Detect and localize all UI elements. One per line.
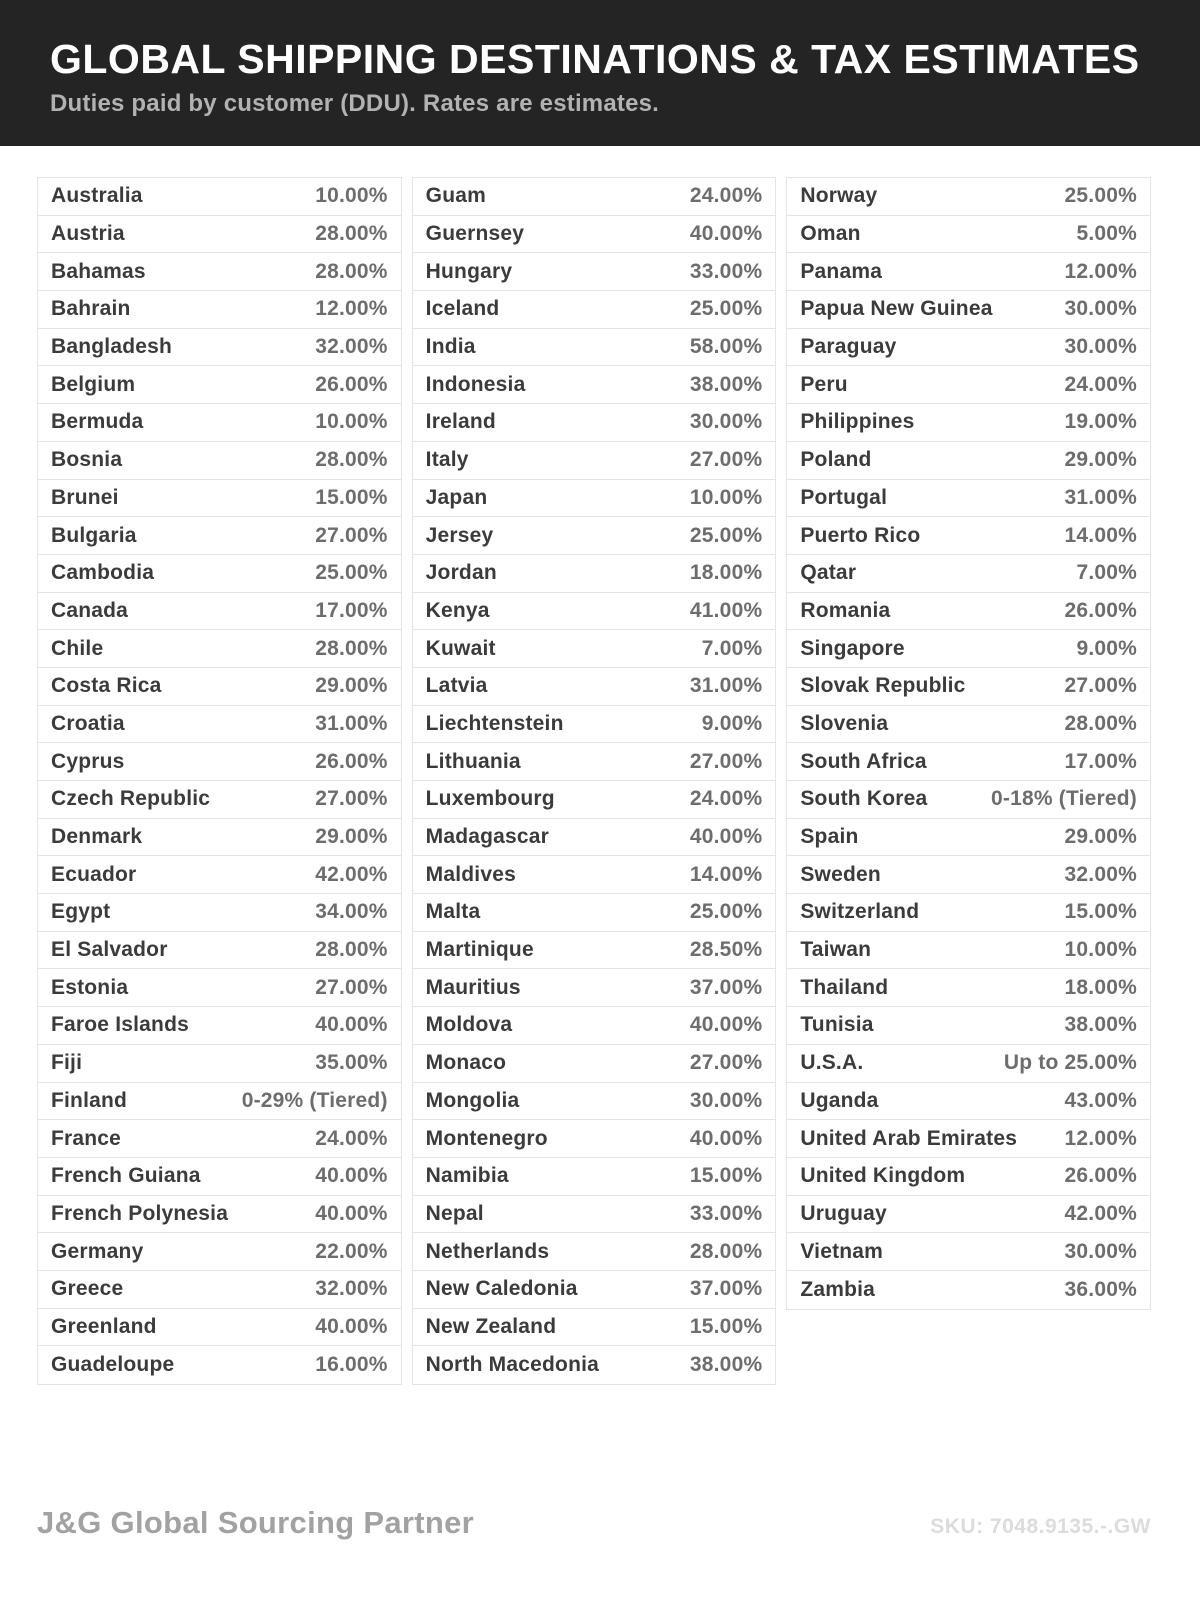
rate-value: 15.00% (315, 485, 388, 509)
rate-row (38, 404, 401, 442)
rate-value: Up to 25.00% (1003, 1051, 1137, 1075)
country-name: Mauritius (425, 975, 521, 999)
rate-row (413, 894, 776, 932)
rate-row (787, 1271, 1150, 1309)
rate-row (38, 442, 401, 480)
rate-row (787, 668, 1150, 706)
rate-row (413, 291, 776, 329)
rate-column (37, 177, 402, 1385)
rate-value: 17.00% (1064, 749, 1137, 773)
rate-value: 29.00% (1064, 825, 1137, 849)
rate-row (413, 253, 776, 291)
rate-row (38, 1271, 401, 1309)
country-name: Indonesia (425, 372, 526, 396)
rate-value: 27.00% (689, 749, 763, 773)
country-name: South Africa (800, 749, 927, 773)
rate-row (787, 291, 1150, 329)
country-name: Malta (425, 900, 481, 924)
rate-row (787, 480, 1150, 518)
rate-row (787, 404, 1150, 442)
rate-row (38, 668, 401, 706)
country-name: Madagascar (425, 825, 550, 849)
rate-value: 36.00% (1064, 1277, 1137, 1301)
rate-row (413, 706, 776, 744)
country-name: Fiji (51, 1051, 83, 1075)
rate-column (412, 177, 777, 1385)
rate-row (787, 781, 1150, 819)
country-name: Canada (51, 598, 129, 622)
rate-value: 25.00% (315, 561, 388, 585)
rate-row (38, 1007, 401, 1045)
rate-value: 38.00% (689, 1353, 763, 1377)
rate-row (413, 668, 776, 706)
rate-value: 33.00% (689, 1201, 763, 1225)
country-name: Maldives (425, 862, 516, 886)
rate-value: 26.00% (1064, 598, 1137, 622)
country-name: South Korea (800, 787, 928, 811)
rate-value: 10.00% (315, 410, 388, 434)
country-name: Uganda (800, 1088, 879, 1112)
country-name: Panama (800, 259, 883, 283)
rate-value: 40.00% (689, 222, 763, 246)
country-name: Luxembourg (425, 787, 555, 811)
country-name: Japan (425, 485, 488, 509)
country-name: Egypt (51, 900, 111, 924)
country-name: Puerto Rico (800, 523, 921, 547)
country-name: Singapore (800, 636, 905, 660)
rate-row (787, 593, 1150, 631)
country-name: Ecuador (51, 862, 137, 886)
country-name: Cyprus (51, 749, 125, 773)
rate-value: 26.00% (315, 372, 388, 396)
rate-row (38, 253, 401, 291)
rate-row (787, 442, 1150, 480)
country-name: Jersey (425, 523, 494, 547)
country-name: Finland (51, 1088, 128, 1112)
rate-row (413, 593, 776, 631)
country-name: Jordan (425, 561, 497, 585)
rate-row (787, 630, 1150, 668)
country-name: Greece (51, 1277, 124, 1301)
rate-value: 24.00% (1064, 372, 1137, 396)
country-name: Hungary (425, 259, 513, 283)
country-name: Iceland (425, 297, 500, 321)
country-name: Chile (51, 636, 104, 660)
page-footer (37, 1505, 1151, 1541)
rate-value: 7.00% (1076, 561, 1137, 585)
country-name: Greenland (51, 1314, 157, 1338)
country-name: Poland (800, 448, 872, 472)
rate-row (787, 1045, 1150, 1083)
rate-value: 16.00% (315, 1353, 388, 1377)
rate-value: 29.00% (315, 825, 388, 849)
rate-value: 38.00% (689, 372, 763, 396)
rate-row (413, 1158, 776, 1196)
rate-row (787, 329, 1150, 367)
country-name: Qatar (800, 561, 857, 585)
rate-row (787, 1196, 1150, 1234)
country-name: Bahrain (51, 297, 131, 321)
country-name: Kuwait (425, 636, 496, 660)
country-name: Australia (51, 184, 143, 208)
country-name: Mongolia (425, 1088, 520, 1112)
rate-value: 32.00% (315, 335, 388, 359)
rate-value: 18.00% (1064, 975, 1137, 999)
rate-row (413, 1271, 776, 1309)
country-name: Slovak Republic (800, 674, 966, 698)
rate-value: 14.00% (1064, 523, 1137, 547)
rate-value: 28.50% (689, 938, 763, 962)
rate-value: 38.00% (1064, 1013, 1137, 1037)
country-name: Croatia (51, 711, 125, 735)
country-name: Belgium (51, 372, 136, 396)
rate-value: 30.00% (1064, 297, 1137, 321)
rate-value: 58.00% (689, 335, 763, 359)
country-name: Lithuania (425, 749, 521, 773)
rate-row (38, 178, 401, 216)
country-name: Netherlands (425, 1239, 550, 1263)
country-name: Martinique (425, 938, 534, 962)
rate-row (38, 517, 401, 555)
rate-value: 25.00% (689, 900, 763, 924)
country-name: Czech Republic (51, 787, 211, 811)
rate-row (787, 366, 1150, 404)
rate-row (413, 630, 776, 668)
country-name: New Zealand (425, 1314, 557, 1338)
rate-row (787, 819, 1150, 857)
rate-row (413, 1120, 776, 1158)
rate-value: 0-18% (Tiered) (991, 787, 1137, 811)
rate-row (38, 1158, 401, 1196)
rate-row (413, 969, 776, 1007)
country-name: Montenegro (425, 1126, 548, 1150)
rate-row (787, 1158, 1150, 1196)
rate-row (787, 969, 1150, 1007)
rate-value: 17.00% (315, 598, 388, 622)
country-name: Zambia (800, 1277, 876, 1301)
rate-value: 7.00% (701, 636, 763, 660)
country-name: Cambodia (51, 561, 155, 585)
rate-row (38, 856, 401, 894)
country-name: Moldova (425, 1013, 513, 1037)
rate-row (38, 480, 401, 518)
country-name: India (425, 335, 476, 359)
sku-label: SKU: 7048.9135.-.GW (930, 1515, 1151, 1538)
rate-row (38, 329, 401, 367)
rate-row (38, 1083, 401, 1121)
rate-value: 28.00% (315, 448, 388, 472)
rate-row (38, 593, 401, 631)
rate-row (787, 253, 1150, 291)
rate-value: 28.00% (315, 636, 388, 660)
rate-value: 24.00% (689, 787, 763, 811)
country-name: Namibia (425, 1164, 509, 1188)
rate-row (38, 969, 401, 1007)
country-name: Oman (800, 222, 861, 246)
rate-value: 27.00% (315, 787, 388, 811)
page-subtitle: Duties paid by customer (DDU). Rates are estimates. (50, 90, 660, 118)
rate-value: 42.00% (315, 862, 388, 886)
rate-value: 40.00% (689, 825, 763, 849)
rate-value: 26.00% (1064, 1164, 1137, 1188)
rate-row (413, 1045, 776, 1083)
rate-value: 40.00% (315, 1013, 388, 1037)
rate-value: 32.00% (315, 1277, 388, 1301)
rate-value: 10.00% (689, 485, 763, 509)
rate-value: 26.00% (315, 749, 388, 773)
rate-row (38, 743, 401, 781)
page-header (0, 0, 1200, 146)
rate-row (413, 1346, 776, 1384)
rate-row (38, 1045, 401, 1083)
rate-value: 12.00% (1064, 259, 1137, 283)
country-name: Slovenia (800, 711, 889, 735)
rate-value: 0-29% (Tiered) (241, 1088, 388, 1112)
rate-value: 28.00% (1064, 711, 1137, 735)
rate-value: 31.00% (315, 711, 388, 735)
rate-value: 25.00% (689, 523, 763, 547)
rate-value: 12.00% (315, 297, 388, 321)
rate-value: 43.00% (1064, 1088, 1137, 1112)
rate-value: 33.00% (689, 259, 763, 283)
country-name: Bahamas (51, 259, 146, 283)
country-name: Bermuda (51, 410, 144, 434)
country-name: U.S.A. (800, 1051, 864, 1075)
rate-value: 15.00% (689, 1314, 763, 1338)
country-name: Kenya (425, 598, 490, 622)
rate-value: 24.00% (315, 1126, 388, 1150)
country-name: Switzerland (800, 900, 920, 924)
rate-value: 15.00% (1064, 900, 1137, 924)
rate-value: 37.00% (689, 975, 763, 999)
rate-row (38, 706, 401, 744)
country-name: Guadeloupe (51, 1353, 175, 1377)
rate-row (38, 1120, 401, 1158)
rate-row (787, 555, 1150, 593)
rate-value: 40.00% (689, 1013, 763, 1037)
rate-value: 25.00% (1064, 184, 1137, 208)
rate-row (413, 480, 776, 518)
rate-value: 28.00% (689, 1239, 763, 1263)
country-name: Denmark (51, 825, 143, 849)
rate-row (38, 781, 401, 819)
country-name: Portugal (800, 485, 888, 509)
country-name: Papua New Guinea (800, 297, 993, 321)
country-name: Bosnia (51, 448, 123, 472)
country-name: Romania (800, 598, 891, 622)
country-name: French Polynesia (51, 1201, 229, 1225)
rate-row (413, 366, 776, 404)
rate-row (787, 216, 1150, 254)
rate-value: 29.00% (1064, 448, 1137, 472)
country-name: Tunisia (800, 1013, 874, 1037)
rate-value: 30.00% (689, 1088, 763, 1112)
country-name: France (51, 1126, 122, 1150)
country-name: Philippines (800, 410, 915, 434)
rate-value: 40.00% (315, 1314, 388, 1338)
rate-row (413, 1196, 776, 1234)
rate-value: 14.00% (689, 862, 763, 886)
page-title: GLOBAL SHIPPING DESTINATIONS & TAX ESTIMATES (50, 36, 1140, 82)
rate-value: 9.00% (1076, 636, 1137, 660)
rate-value: 10.00% (315, 184, 388, 208)
rate-row (38, 555, 401, 593)
rate-value: 28.00% (315, 222, 388, 246)
rate-value: 32.00% (1064, 862, 1137, 886)
country-name: Guam (425, 184, 486, 208)
country-name: Vietnam (800, 1239, 884, 1263)
country-name: Ireland (425, 410, 496, 434)
rate-value: 12.00% (1064, 1126, 1137, 1150)
country-name: Norway (800, 184, 878, 208)
rate-row (787, 1233, 1150, 1271)
rate-value: 28.00% (315, 259, 388, 283)
country-name: Germany (51, 1239, 144, 1263)
country-name: Italy (425, 448, 469, 472)
rate-value: 18.00% (689, 561, 763, 585)
rate-value: 19.00% (1064, 410, 1137, 434)
country-name: Sweden (800, 862, 881, 886)
country-name: Guernsey (425, 222, 525, 246)
rate-value: 24.00% (689, 184, 763, 208)
rate-value: 30.00% (1064, 335, 1137, 359)
rate-row (787, 1083, 1150, 1121)
brand-name: J&G Global Sourcing Partner (37, 1505, 475, 1540)
rate-value: 25.00% (689, 297, 763, 321)
country-name: Faroe Islands (51, 1013, 189, 1037)
rate-row (38, 291, 401, 329)
rate-row (787, 894, 1150, 932)
country-name: El Salvador (51, 938, 168, 962)
country-name: Bangladesh (51, 335, 173, 359)
rate-row (413, 404, 776, 442)
rate-row (38, 819, 401, 857)
rate-row (787, 743, 1150, 781)
rate-value: 28.00% (315, 938, 388, 962)
rate-value: 9.00% (701, 711, 763, 735)
rate-value: 15.00% (689, 1164, 763, 1188)
rate-row (38, 1233, 401, 1271)
rate-row (38, 932, 401, 970)
rate-row (413, 1007, 776, 1045)
country-name: Nepal (425, 1201, 484, 1225)
rate-value: 41.00% (689, 598, 763, 622)
rate-row (38, 366, 401, 404)
country-name: Latvia (425, 674, 488, 698)
rate-value: 27.00% (315, 523, 388, 547)
rate-column (786, 177, 1151, 1310)
rate-row (787, 517, 1150, 555)
rate-row (787, 1007, 1150, 1045)
rate-value: 34.00% (315, 900, 388, 924)
country-name: Uruguay (800, 1201, 887, 1225)
rate-row (413, 329, 776, 367)
rate-row (38, 894, 401, 932)
rate-row (413, 1233, 776, 1271)
rate-row (787, 706, 1150, 744)
rate-value: 10.00% (1064, 938, 1137, 962)
rate-row (413, 1083, 776, 1121)
country-name: United Kingdom (800, 1164, 966, 1188)
rate-value: 29.00% (315, 674, 388, 698)
rate-row (413, 517, 776, 555)
rate-row (787, 178, 1150, 216)
rate-row (413, 856, 776, 894)
country-name: Paraguay (800, 335, 897, 359)
country-name: Taiwan (800, 938, 872, 962)
country-name: Estonia (51, 975, 129, 999)
rate-row (413, 178, 776, 216)
rate-row (413, 743, 776, 781)
rate-value: 42.00% (1064, 1201, 1137, 1225)
rate-row (787, 932, 1150, 970)
rate-value: 40.00% (315, 1201, 388, 1225)
rates-table (37, 177, 1151, 1385)
rate-row (413, 1309, 776, 1347)
rate-value: 5.00% (1076, 222, 1137, 246)
rate-row (413, 442, 776, 480)
country-name: Brunei (51, 485, 119, 509)
rate-row (787, 856, 1150, 894)
country-name: United Arab Emirates (800, 1126, 1018, 1150)
rate-value: 35.00% (315, 1051, 388, 1075)
country-name: Austria (51, 222, 125, 246)
rate-row (38, 1196, 401, 1234)
country-name: Liechtenstein (425, 711, 564, 735)
country-name: Costa Rica (51, 674, 162, 698)
rate-value: 27.00% (1064, 674, 1137, 698)
rate-value: 31.00% (1064, 485, 1137, 509)
rate-row (38, 1346, 401, 1384)
rate-row (413, 819, 776, 857)
country-name: French Guiana (51, 1164, 201, 1188)
country-name: New Caledonia (425, 1277, 578, 1301)
country-name: Bulgaria (51, 523, 137, 547)
rate-value: 40.00% (315, 1164, 388, 1188)
rate-value: 27.00% (689, 1051, 763, 1075)
rate-row (38, 216, 401, 254)
country-name: Thailand (800, 975, 889, 999)
rate-row (413, 216, 776, 254)
rate-value: 31.00% (689, 674, 763, 698)
rate-value: 30.00% (1064, 1239, 1137, 1263)
rate-row (413, 932, 776, 970)
rate-value: 22.00% (315, 1239, 388, 1263)
country-name: North Macedonia (425, 1353, 600, 1377)
rate-value: 30.00% (689, 410, 763, 434)
rate-value: 27.00% (315, 975, 388, 999)
rate-row (38, 1309, 401, 1347)
rate-row (38, 630, 401, 668)
rate-row (787, 1120, 1150, 1158)
rate-value: 37.00% (689, 1277, 763, 1301)
country-name: Peru (800, 372, 848, 396)
rate-value: 27.00% (689, 448, 763, 472)
rate-value: 40.00% (689, 1126, 763, 1150)
country-name: Spain (800, 825, 859, 849)
country-name: Monaco (425, 1051, 507, 1075)
rate-row (413, 781, 776, 819)
rate-row (413, 555, 776, 593)
